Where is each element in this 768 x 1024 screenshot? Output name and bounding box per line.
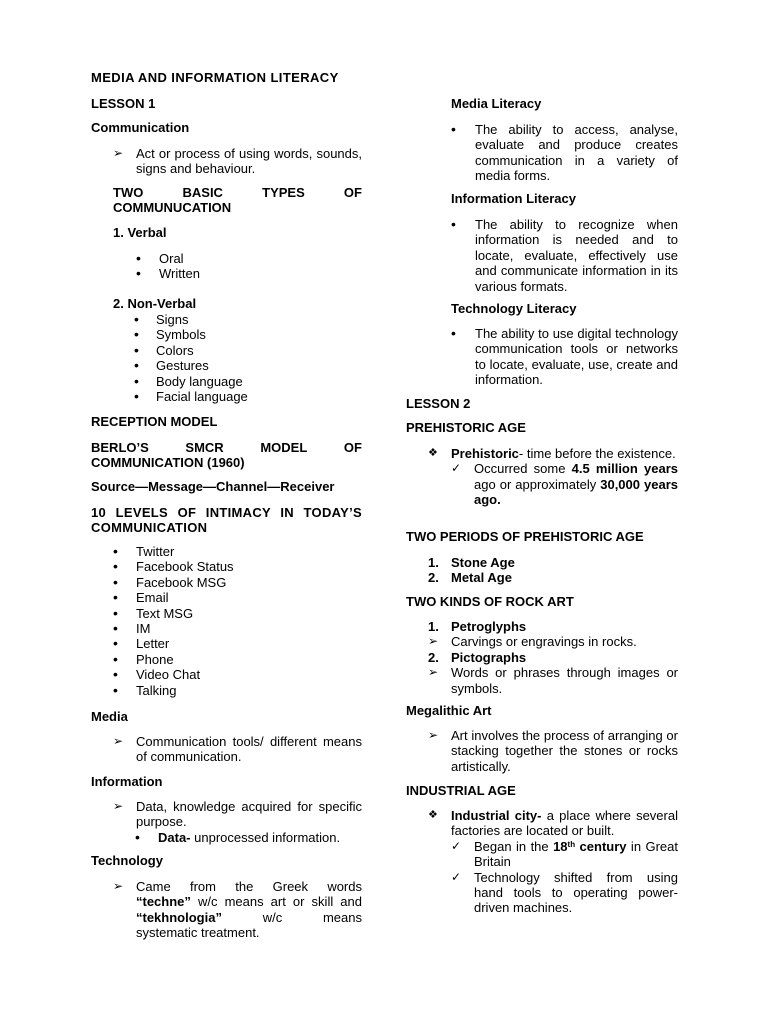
list-item: • Colors	[134, 341, 194, 358]
information-definition-text: Data, knowledge acquired for specific purpose.	[136, 799, 362, 830]
arrow-bullet-icon: ➢	[113, 146, 124, 160]
bullet-icon: •	[113, 558, 118, 575]
list-item: • Video Chat	[113, 666, 201, 683]
bullet-icon: •	[134, 357, 139, 374]
diamond-bullet-icon: ❖	[428, 809, 438, 821]
heading-word: SMCR	[185, 440, 224, 455]
media-literacy-text: The ability to access, analyse, evaluate and produce creates communication in a variety of media forms.	[475, 122, 678, 184]
heading-word: 10 LEVELS OF INTIMACY IN TODAY’S	[91, 505, 362, 520]
industrial-definition	[428, 808, 678, 916]
bullet-icon: •	[113, 589, 118, 606]
list-item: • Twitter	[113, 543, 175, 559]
tech-shift-item	[451, 870, 678, 916]
list-item: 2. Metal Age	[428, 570, 512, 586]
industrial-age-heading: INDUSTRIAL AGE	[406, 783, 516, 798]
verbal-heading: 1. Verbal	[113, 225, 167, 240]
tech-shift-text: Technology shifted from using hand tools to operating power-driven machines.	[474, 869, 678, 916]
heading-word: COMMUNICATION (1960)	[91, 455, 245, 471]
bullet-icon: •	[113, 666, 118, 683]
technology-literacy-text: The ability to use digital technology communication tools or networks to locate, evaluate, use, create and information.	[475, 326, 678, 388]
technology-definition-text: Came from the Greek words “techne” w/c means art or skill and “tekhnologia” w/c means systematic treatment.	[136, 879, 362, 941]
bullet-icon: •	[135, 828, 140, 845]
began-item	[451, 839, 678, 870]
media-literacy-definition	[451, 122, 678, 184]
list-item: • IM	[113, 620, 151, 637]
list-item: • Letter	[113, 635, 170, 652]
heading-word: COMMUNICATION	[91, 520, 208, 536]
bullet-icon: •	[113, 573, 118, 590]
heading-word: BERLO’S	[91, 440, 149, 455]
bullet-icon: •	[113, 650, 118, 667]
intimacy-heading	[91, 505, 362, 536]
arrow-bullet-icon: ➢	[428, 665, 439, 680]
information-literacy-text: The ability to recognize when information is needed and to locate, evaluate, effectively use and communicate information in its various formats.	[475, 217, 678, 294]
began-text: Began in the 18th century in Great Britain	[474, 838, 678, 870]
list-item: • Talking	[113, 681, 177, 698]
list-item: • Email	[113, 589, 169, 606]
bullet-icon: •	[134, 372, 139, 389]
two-basic-types-heading	[113, 185, 362, 216]
check-icon: ✓	[451, 461, 462, 476]
non-verbal-list	[135, 312, 362, 404]
media-literacy-heading: Media Literacy	[451, 96, 542, 111]
communication-heading: Communication	[91, 120, 190, 135]
intimacy-list	[114, 544, 362, 698]
technology-definition	[113, 879, 362, 941]
list-item: ➢ Carvings or engravings in rocks.	[428, 634, 637, 650]
communication-definition	[113, 146, 362, 177]
media-definition-text: Communication tools/ different means of communication.	[136, 734, 362, 765]
bullet-icon: •	[113, 635, 118, 652]
list-item: 2. Pictographs	[428, 649, 527, 665]
list-item: • Facebook MSG	[113, 573, 227, 590]
bullet-icon: •	[451, 325, 456, 341]
list-item: • Symbols	[134, 326, 206, 343]
lesson-2-heading: LESSON 2	[406, 396, 471, 411]
bullet-icon: •	[134, 311, 139, 327]
technology-heading: Technology	[91, 853, 163, 868]
media-definition	[113, 734, 362, 765]
heading-word: OF	[343, 185, 362, 200]
arrow-bullet-icon: ➢	[113, 879, 124, 893]
heading-word: OF	[343, 440, 362, 455]
berlo-heading	[91, 440, 362, 471]
information-literacy-heading: Information Literacy	[451, 191, 576, 206]
diamond-bullet-icon: ❖	[428, 447, 438, 459]
data-definition: • Data- unprocessed information.	[135, 828, 341, 845]
heading-word: BASIC	[182, 185, 223, 200]
list-item: 1. Petroglyphs	[428, 619, 527, 634]
list-item: • Body language	[134, 372, 243, 389]
industrial-text: Industrial city- a place where several factories are located or built.	[451, 808, 678, 839]
two-periods-heading: TWO PERIODS OF PREHISTORIC AGE	[406, 529, 644, 544]
periods-list	[428, 555, 678, 586]
heading-word: MODEL	[260, 440, 308, 455]
megalithic-definition	[428, 728, 678, 774]
information-heading: Information	[91, 774, 163, 789]
arrow-bullet-icon: ➢	[428, 634, 439, 649]
bullet-icon: •	[113, 604, 118, 621]
technology-literacy-definition	[451, 326, 678, 388]
list-item: • Text MSG	[113, 604, 194, 621]
information-definition	[113, 799, 362, 845]
list-item: • Written	[136, 265, 200, 282]
lesson-1-heading: LESSON 1	[91, 96, 156, 111]
bullet-icon: •	[113, 681, 118, 698]
occurred-item	[451, 461, 678, 507]
prehistoric-text: Prehistoric- time before the existence.	[451, 446, 676, 461]
bullet-icon: •	[136, 265, 141, 282]
list-item: • Gestures	[134, 357, 209, 374]
arrow-bullet-icon: ➢	[113, 799, 124, 813]
media-heading: Media	[91, 709, 128, 724]
bullet-icon: •	[113, 543, 118, 559]
arrow-bullet-icon: ➢	[428, 728, 439, 742]
bullet-icon: •	[451, 121, 456, 137]
heading-word: COMMUNUCATION	[113, 200, 232, 216]
bullet-icon: •	[451, 216, 456, 232]
list-item: 1. Stone Age	[428, 555, 515, 570]
rock-art-list	[428, 619, 678, 696]
heading-word: TWO	[113, 185, 144, 200]
arrow-bullet-icon: ➢	[113, 734, 124, 748]
bullet-icon: •	[113, 620, 118, 637]
reception-model-heading: RECEPTION MODEL	[91, 414, 218, 429]
list-item: • Facial language	[134, 388, 248, 405]
document-title: MEDIA AND INFORMATION LITERACY	[91, 70, 339, 85]
occurred-text: Occurred some 4.5 million years ago or approximately 30,000 years ago.	[474, 461, 678, 508]
bullet-icon: •	[134, 326, 139, 343]
non-verbal-heading: 2. Non-Verbal	[113, 296, 197, 311]
list-item: • Facebook Status	[113, 558, 234, 575]
list-item: • Oral	[136, 250, 184, 266]
list-item: • Phone	[113, 650, 174, 667]
bullet-icon: •	[136, 250, 141, 266]
megalithic-art-heading: Megalithic Art	[406, 703, 492, 718]
technology-literacy-heading: Technology Literacy	[451, 301, 577, 316]
list-item: ➢ Words or phrases through images or symbols.	[428, 665, 678, 696]
bullet-icon: •	[134, 388, 139, 405]
smcr-line: Source—Message—Channel—Receiver	[91, 479, 335, 494]
rock-art-heading: TWO KINDS OF ROCK ART	[406, 594, 574, 609]
verbal-list	[137, 251, 362, 282]
check-icon: ✓	[451, 869, 462, 884]
megalithic-text: Art involves the process of arranging or stacking together the stones or rocks artistically.	[451, 728, 678, 774]
prehistoric-age-heading: PREHISTORIC AGE	[406, 420, 526, 435]
list-item: • Signs	[134, 311, 189, 327]
bullet-icon: •	[134, 341, 139, 358]
information-literacy-definition	[451, 217, 678, 294]
check-icon: ✓	[451, 838, 462, 853]
prehistoric-definition	[428, 446, 678, 508]
heading-word: TYPES	[262, 185, 305, 200]
communication-definition-text: Act or process of using words, sounds, signs and behaviour.	[136, 146, 362, 177]
